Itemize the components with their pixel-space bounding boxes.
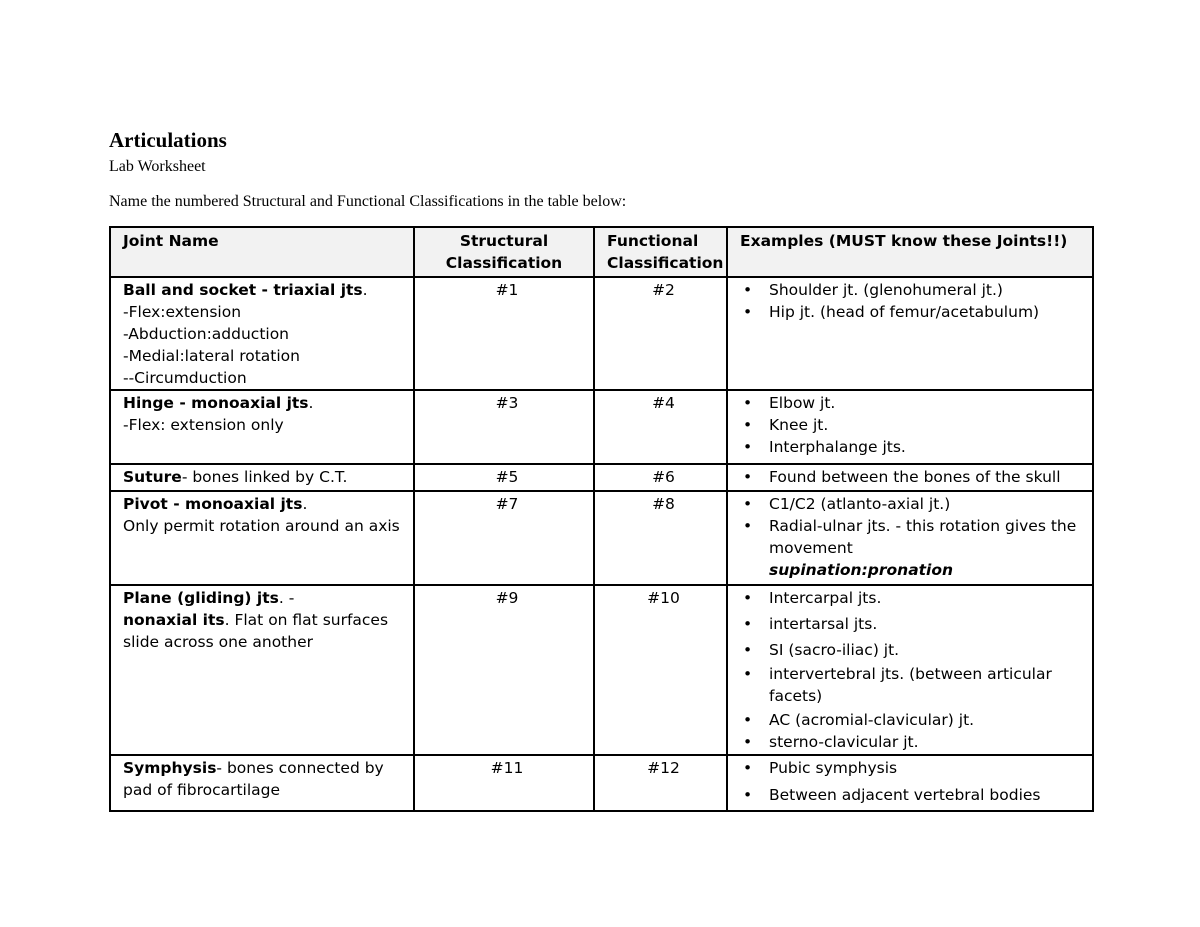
examples-cell [727, 390, 1093, 464]
functional-cell: #12 [594, 755, 727, 811]
joints-table [109, 226, 1094, 812]
list-item: • Radial-ulnar jts. - this rotation gives the movement supination:pronation [740, 515, 1086, 581]
structural-cell: #7 [414, 491, 594, 585]
joint-name-cell: Hinge - monoaxial jts. -Flex: extension only [110, 390, 414, 464]
list-item: • Intercarpal jts. [740, 587, 1086, 609]
table-row [110, 755, 1093, 811]
table-header-row [110, 227, 1093, 277]
functional-cell: #6 [594, 464, 727, 491]
list-item: • Between adjacent vertebral bodies [740, 784, 1086, 806]
list-item: • AC (acromial-clavicular) jt. [740, 709, 1086, 731]
joint-name: Plane (gliding) jts [123, 589, 279, 607]
instructions: Name the numbered Structural and Functional Classifications in the table below: [109, 193, 627, 210]
header-functional: Functional Classification [594, 227, 727, 277]
functional-cell: #10 [594, 585, 727, 755]
joint-name-cell: Suture- bones linked by C.T. [110, 464, 414, 491]
list-item: • Interphalange jts. [740, 436, 1086, 458]
examples-cell [727, 585, 1093, 755]
examples-cell [727, 491, 1093, 585]
list-item: • Knee jt. [740, 414, 1086, 436]
table-row [110, 491, 1093, 585]
list-item: • SI (sacro-iliac) jt. [740, 639, 1086, 661]
joint-name: Pivot - monoaxial jts [123, 495, 303, 513]
list-item: • Hip jt. (head of femur/acetabulum) [740, 301, 1086, 323]
emphasis-text: supination:pronation [769, 561, 954, 579]
list-item: • Shoulder jt. (glenohumeral jt.) [740, 279, 1086, 301]
functional-cell: #8 [594, 491, 727, 585]
joint-name-cell: Plane (gliding) jts. - nonaxial its. Flat on flat surfaces slide across one another [110, 585, 414, 755]
list-item: • sterno-clavicular jt. [740, 731, 1086, 753]
page-title: Articulations [109, 128, 227, 152]
page-subtitle: Lab Worksheet [109, 158, 206, 175]
joint-name-cell: Ball and socket - triaxial jts. -Flex:extension -Abduction:adduction -Medial:lateral rotation --Circumduction [110, 277, 414, 390]
functional-cell: #4 [594, 390, 727, 464]
joint-name-cell: Symphysis- bones connected by pad of fibrocartilage [110, 755, 414, 811]
examples-cell [727, 277, 1093, 390]
examples-cell [727, 755, 1093, 811]
joint-name: Hinge - monoaxial jts [123, 394, 309, 412]
examples-cell [727, 464, 1093, 491]
list-item: • intervertebral jts. (between articular facets) [740, 663, 1086, 707]
joint-name: Symphysis [123, 759, 217, 777]
table-row [110, 464, 1093, 491]
structural-cell: #11 [414, 755, 594, 811]
list-item: • Pubic symphysis [740, 757, 1086, 779]
table-row [110, 390, 1093, 464]
list-item: • intertarsal jts. [740, 613, 1086, 635]
table-row [110, 585, 1093, 755]
structural-cell: #1 [414, 277, 594, 390]
table-row [110, 277, 1093, 390]
list-item: • Found between the bones of the skull [740, 466, 1086, 488]
header-joint-name: Joint Name [110, 227, 414, 277]
list-item: • C1/C2 (atlanto-axial jt.) [740, 493, 1086, 515]
joint-name: Suture [123, 468, 182, 486]
functional-cell: #2 [594, 277, 727, 390]
structural-cell: #5 [414, 464, 594, 491]
structural-cell: #3 [414, 390, 594, 464]
list-item: • Elbow jt. [740, 392, 1086, 414]
header-examples: Examples (MUST know these Joints!!) [727, 227, 1093, 277]
structural-cell: #9 [414, 585, 594, 755]
header-structural: Structural Classification [414, 227, 594, 277]
joint-name-cell: Pivot - monoaxial jts. Only permit rotation around an axis [110, 491, 414, 585]
joint-name: Ball and socket - triaxial jts [123, 281, 363, 299]
